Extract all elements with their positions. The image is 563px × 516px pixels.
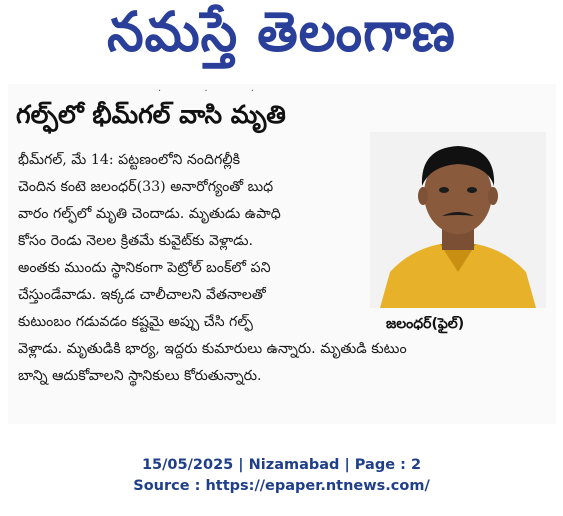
- article-line: వారం గల్ఫ్‌లో మృతి చెందాడు. మృతుడు ఉపాధి: [18, 206, 281, 222]
- person-photo-illustration: [370, 132, 546, 308]
- article-line: బాన్ని ఆదుకోవాలని స్థానికులు కోరుతున్నారు.: [18, 368, 262, 384]
- edition-info: 15/05/2025 | Nizamabad | Page : 2: [141, 457, 422, 473]
- newspaper-masthead: [0, 2, 563, 76]
- photo-caption: జలంధర్(ఫైల్): [386, 316, 465, 332]
- article-clipping: [8, 84, 556, 424]
- article-line: అంతకు ముందు స్థానికంగా పెట్రోల్ బంక్‌లో పని: [18, 260, 271, 276]
- top-marks: · · ·: [158, 86, 274, 97]
- article-line: చెందిన కంటె జలంధర్(33) అనారోగ్యంతో బుధ: [18, 179, 274, 195]
- article-line: వెళ్లాడు. మృతుడికి భార్య, ఇద్దరు కుమారులు ఉన్నారు. మృతుడి కుటుం: [18, 341, 407, 357]
- person-photo: [370, 132, 546, 308]
- article-line: కుటుంబం గడువడం కష్టమై అప్పు చేసి గల్ఫ్: [18, 314, 253, 330]
- article-line: కోసం రెండు నెలల క్రితమే కువైట్‌కు వెళ్లాడు.: [18, 233, 254, 249]
- article-headline: గల్ఫ్‌లో భీమ్‌గల్ వాసి మృతి: [16, 100, 286, 129]
- masthead-title: నమస్తే తెలంగాణ: [107, 0, 456, 64]
- article-line: భీమ్‌గల్, మే 14: పట్టణంలోని నందిగల్లీకి: [18, 152, 241, 168]
- source-link[interactable]: Source : https://epaper.ntnews.com/: [133, 478, 430, 494]
- article-line: చేస్తుండేవాడు. ఇక్కడ చాలీచాలని వేతనాలతో: [18, 287, 266, 303]
